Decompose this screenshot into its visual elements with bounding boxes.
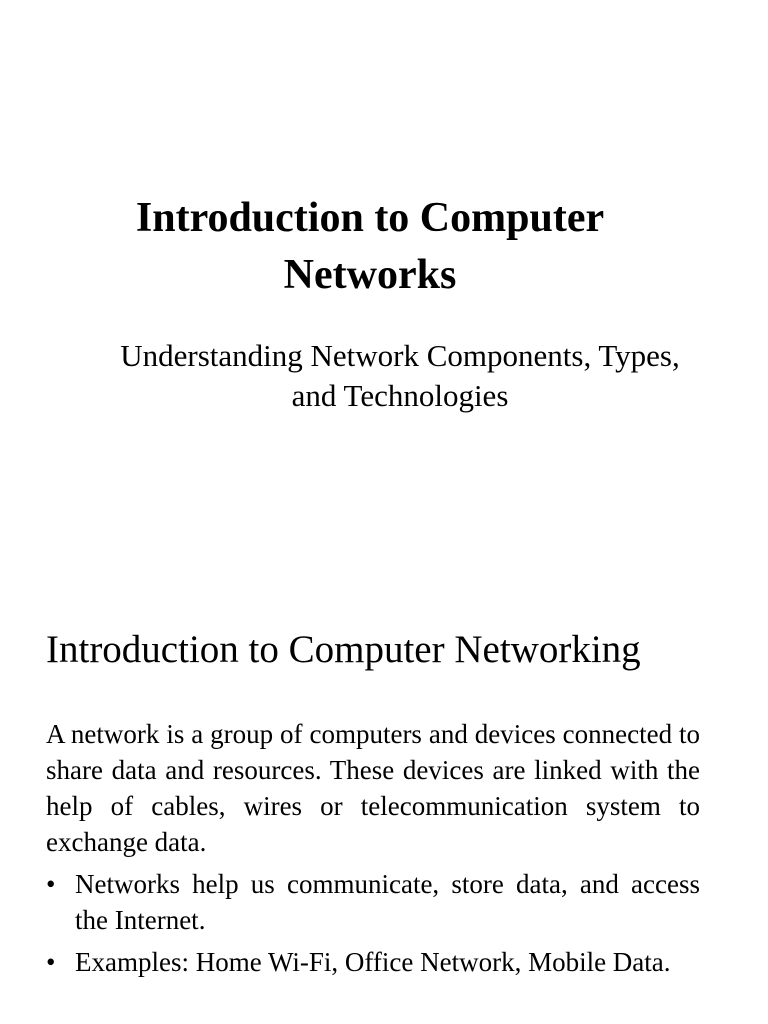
content-slide-body	[46, 716, 700, 986]
bullet-text: Networks help us communicate, store data, and access the Internet.	[75, 869, 700, 935]
content-slide-title: Introduction to Computer Networking	[46, 628, 641, 671]
content-slide	[0, 512, 768, 1024]
slide-subtitle: Understanding Network Components, Types, and Technologies	[120, 338, 680, 413]
bullet-icon: •	[46, 869, 56, 899]
slide-title: Introduction to Computer Networks	[135, 195, 605, 298]
bullet-list	[46, 866, 700, 980]
bullet-item	[46, 944, 700, 980]
bullet-icon: •	[46, 947, 56, 977]
intro-paragraph: A network is a group of computers and devices connected to share data and resources. These devices are linked with the help of cables, wires or telecommunication system to exchange data.	[46, 719, 700, 857]
bullet-item	[46, 866, 700, 938]
bullet-text: Examples: Home Wi-Fi, Office Network, Mobile Data.	[75, 947, 671, 977]
